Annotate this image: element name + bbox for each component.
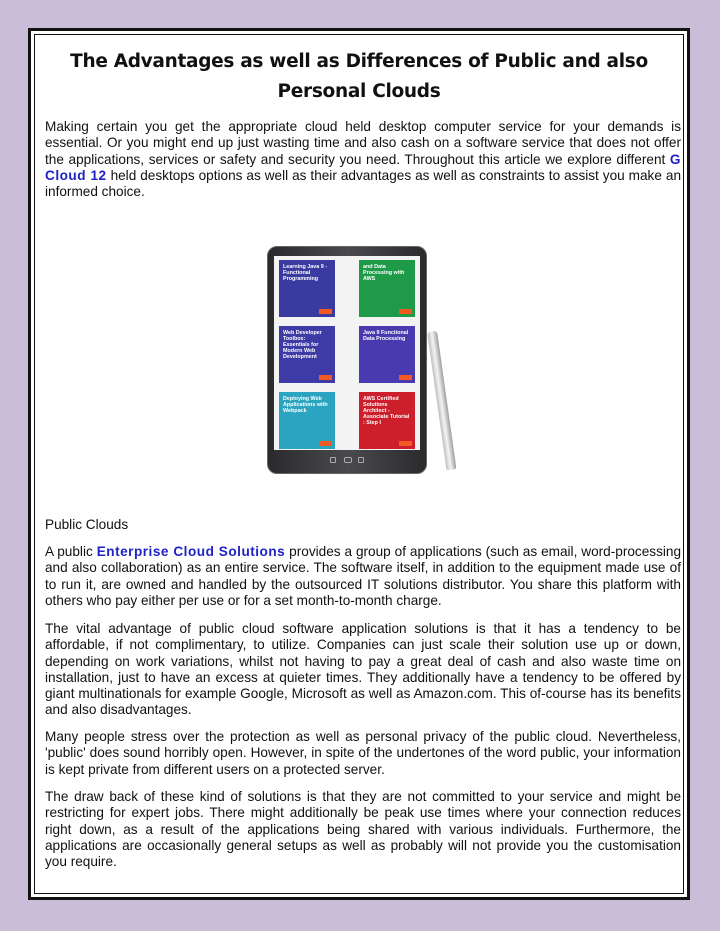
intro-text-end: held desktops options as well as their advantages as well as constraints to assist you make an informed choice. (45, 167, 682, 200)
enterprise-cloud-solutions-link[interactable]: Enterprise Cloud Solutions (96, 544, 286, 559)
recents-button-icon (358, 457, 364, 463)
page-inner-border (34, 34, 684, 894)
book-cover-3: Web Developer Toolbox: Essentials for Modern Web Development (279, 326, 335, 383)
stylus-pen-icon (427, 330, 456, 470)
book-cover-1: Learning Java 9 - Functional Programming (279, 260, 335, 317)
book-cover-2: and Data Processing with AWS (359, 260, 415, 317)
book-cover-5: Deploying Web Applications with Webpack (279, 392, 335, 449)
page-title: The Advantages as well as Differences of Public and also Personal Clouds (70, 51, 648, 102)
p1-text-start: A public (45, 544, 93, 559)
public-clouds-paragraph-4: The draw back of these kind of solutions is that they are not committed to your service and might be restricting for expert jobs. There might additionally be peak use times where your connection reduces right down, as a result of the applications being shared with various individuals. Furthermore, the applications are occasionally general setups as well as probably will not provide you the customisation you require. (45, 789, 681, 870)
g-cloud-12-link[interactable]: G Cloud 12 (45, 151, 681, 183)
book-cover-6: AWS Certified Solutions Architect -Associate Tutorial : Step I (359, 392, 415, 449)
intro-paragraph (45, 119, 681, 200)
tablet-screen (274, 256, 420, 450)
section-heading: Public Clouds (45, 517, 129, 532)
document-page (28, 28, 690, 900)
public-clouds-paragraph-3: Many people stress over the protection as well as personal privacy of the public cloud. Nevertheless, 'public' does sound horribly open. However, in spite of the undertones of the word public, your information is kept private from different users on a protected server. (45, 729, 681, 777)
public-clouds-paragraph-2: The vital advantage of public cloud software application solutions is that it has a tendency to be affordable, if not complimentary, to utilize. Companies can just scale their solution use up or down, depending on work variations, whilst not having to pay a great deal of cash and also waste time on installation, just to have an excess at quieter times. They additionally have a tendency to be offered by giant multinationals for example Google, Microsoft as well as Amazon.com. This of-course has its benefits and also disadvantages. (45, 621, 681, 718)
back-button-icon (330, 457, 336, 463)
tablet-image (267, 246, 427, 474)
book-cover-4: Java 9 Functional Data Processing (359, 326, 415, 383)
p1-text-end: provides a group of applications (such as email, word-processing and also collaboration) as an entire service. The software itself, in addition to the equipment made use of to run it, are owned and handled by the outsourced IT solutions distributor. You share this platform with others who pay either per use or for a set month-to-month charge. (45, 544, 682, 608)
tablet-nav-buttons (330, 457, 364, 463)
public-clouds-paragraph-1 (45, 544, 681, 609)
home-button-icon (344, 457, 352, 463)
intro-text-start: Making certain you get the appropriate cloud held desktop computer service for your demands is essential. Or you might end up just wasting time and also cash on a software service that does not offer the applications, services or safety and security you need. Throughout this article we explore different (45, 119, 681, 167)
